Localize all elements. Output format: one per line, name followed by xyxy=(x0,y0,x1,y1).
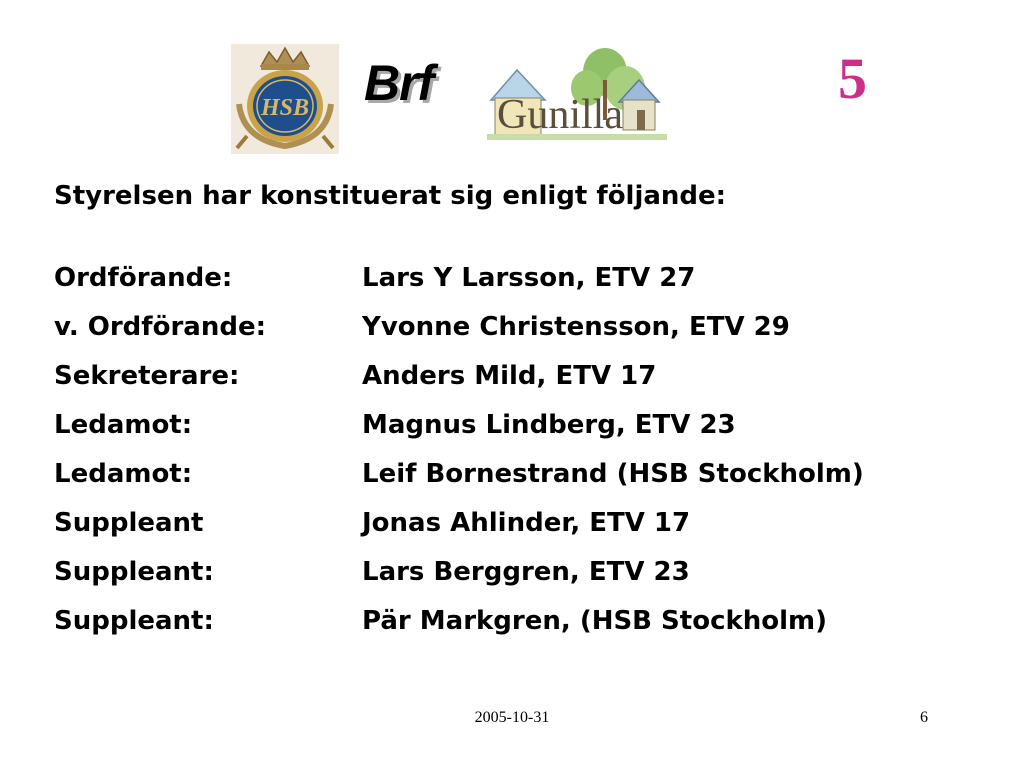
hsb-monogram: HSB xyxy=(260,95,310,121)
board-person: Anders Mild, ETV 17 xyxy=(362,360,657,391)
board-member-row xyxy=(54,596,864,645)
board-person: Lars Berggren, ETV 23 xyxy=(362,556,690,587)
board-member-row xyxy=(54,302,864,351)
board-person: Leif Bornestrand (HSB Stockholm) xyxy=(362,458,864,489)
board-role: Ledamot: xyxy=(54,409,193,440)
board-role: Suppleant: xyxy=(54,556,214,587)
board-member-row xyxy=(54,400,864,449)
board-member-row xyxy=(54,547,864,596)
board-role: v. Ordförande: xyxy=(54,311,266,342)
board-member-row xyxy=(54,449,864,498)
hsb-logo xyxy=(231,44,339,154)
board-role: Ledamot: xyxy=(54,458,193,489)
board-role: Suppleant: xyxy=(54,605,214,636)
footer-page-number: 6 xyxy=(920,709,928,726)
board-person: Pär Markgren, (HSB Stockholm) xyxy=(362,605,828,636)
board-member-row xyxy=(54,253,864,302)
board-role: Sekreterare: xyxy=(54,360,240,391)
brf-title: Brf xyxy=(364,55,434,111)
board-person: Magnus Lindberg, ETV 23 xyxy=(362,409,736,440)
footer-date: 2005-10-31 xyxy=(474,709,550,726)
board-member-list xyxy=(54,253,864,645)
board-role: Ordförande: xyxy=(54,262,233,293)
board-member-row xyxy=(54,351,864,400)
gunilla-lettering: Gunilla xyxy=(497,92,623,138)
board-person: Jonas Ahlinder, ETV 17 xyxy=(362,507,691,538)
board-person: Yvonne Christensson, ETV 29 xyxy=(362,311,790,342)
board-heading: Styrelsen har konstituerat sig enligt följande: xyxy=(54,181,727,211)
board-member-row xyxy=(54,498,864,547)
gunilla-logo xyxy=(487,40,667,140)
slide-marker: 5 xyxy=(838,46,867,111)
board-person: Lars Y Larsson, ETV 27 xyxy=(362,262,696,293)
board-role: Suppleant xyxy=(54,507,204,538)
